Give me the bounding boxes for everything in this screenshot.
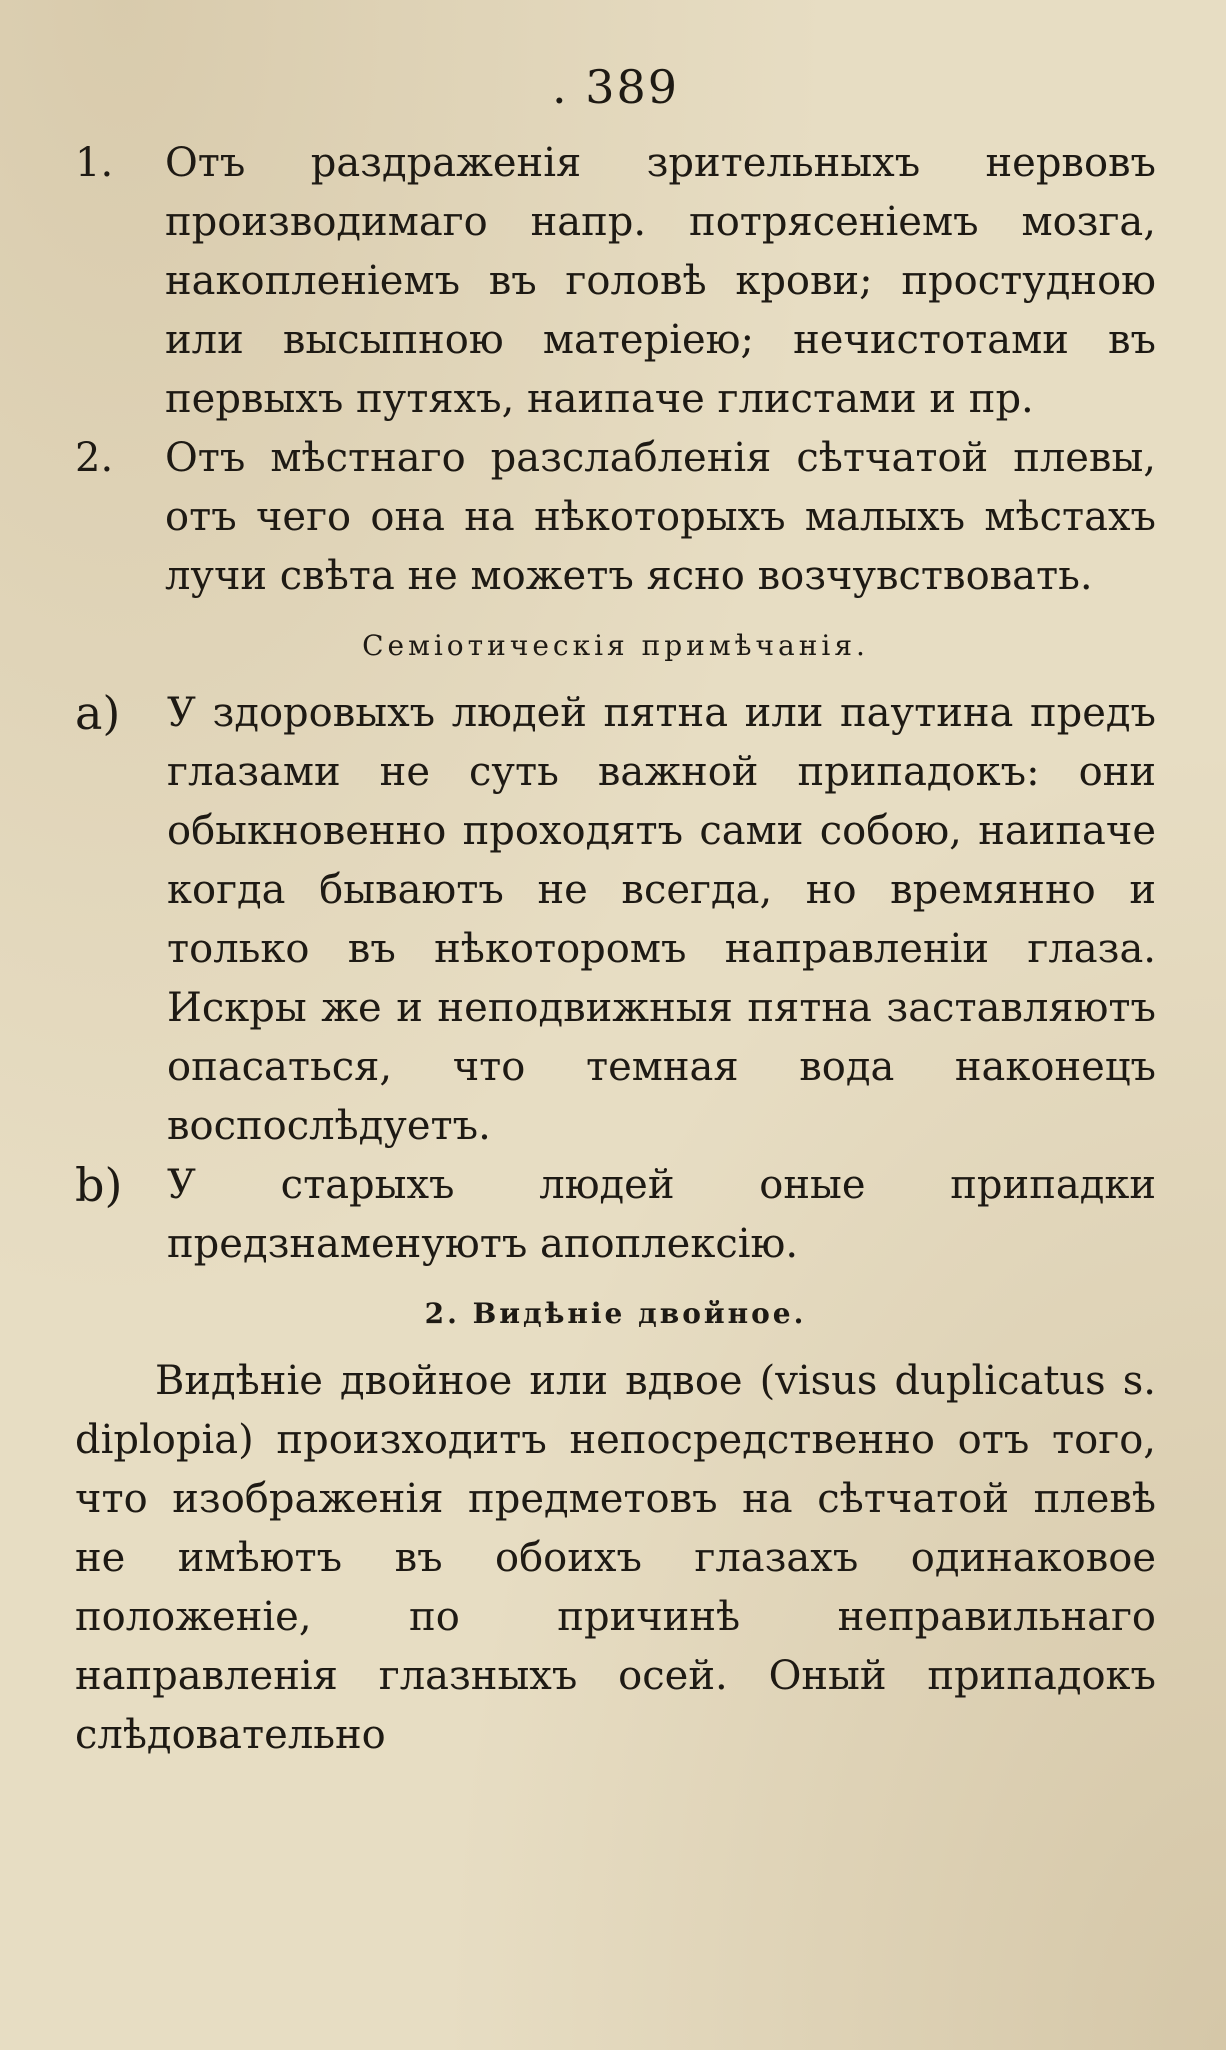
semiotic-item-b [75, 1156, 1156, 1274]
causes-list [75, 134, 1156, 606]
semiotic-item-a [75, 684, 1156, 1156]
cause-marker-1: 1. [75, 140, 114, 186]
semiotic-list [75, 684, 1156, 1274]
cause-text-1: Отъ раздраженія зрительныхъ нервовъ производимаго напр. потрясеніемъ мозга, накопленіемъ въ головѣ крови; простудною или высыпною матеріею; нечистотами въ первыхъ путяхъ, наипаче глистами и пр. [165, 140, 1156, 422]
semiotic-marker-b: b) [75, 1158, 123, 1212]
section-2-heading: 2. Видѣніе двойное. [424, 1297, 807, 1330]
cause-item-2 [75, 429, 1156, 606]
semiotic-heading: Семіотическія примѣчанія. [362, 629, 869, 662]
cause-marker-2: 2. [75, 435, 114, 481]
section-2-paragraph: Видѣніе двойное или вдвое (visus duplicatus s. diplopia) произходитъ непосредственно отъ того, что изображенія предметовъ на сѣтчатой плевѣ не имѣютъ въ обоихъ глазахъ одинаковое положеніе, по причинѣ неправильнаго направленія глазныхъ осей. Оный припадокъ слѣдовательно [75, 1358, 1156, 1758]
cause-text-2: Отъ мѣстнаго разслабленія сѣтчатой плевы, отъ чего она на нѣкоторыхъ малыхъ мѣстахъ лучи свѣта не можетъ ясно возчувствовать. [165, 435, 1156, 599]
cause-item-1 [75, 134, 1156, 429]
page-number: . 389 [551, 60, 680, 114]
semiotic-text-a: У здоровыхъ людей пятна или паутина предъ глазами не суть важной припадокъ: они обыкновенно проходятъ сами собою, наипаче когда бываютъ не всегда, но времянно и только въ нѣкоторомъ направленіи глаза. Искры же и неподвижныя пятна заставляютъ опасаться, что темная вода наконецъ воспослѣдуетъ. [167, 690, 1156, 1149]
semiotic-marker-a: a) [75, 686, 121, 740]
semiotic-text-b: У старыхъ людей оные припадки предзнаменуютъ апоплексію. [167, 1162, 1156, 1267]
